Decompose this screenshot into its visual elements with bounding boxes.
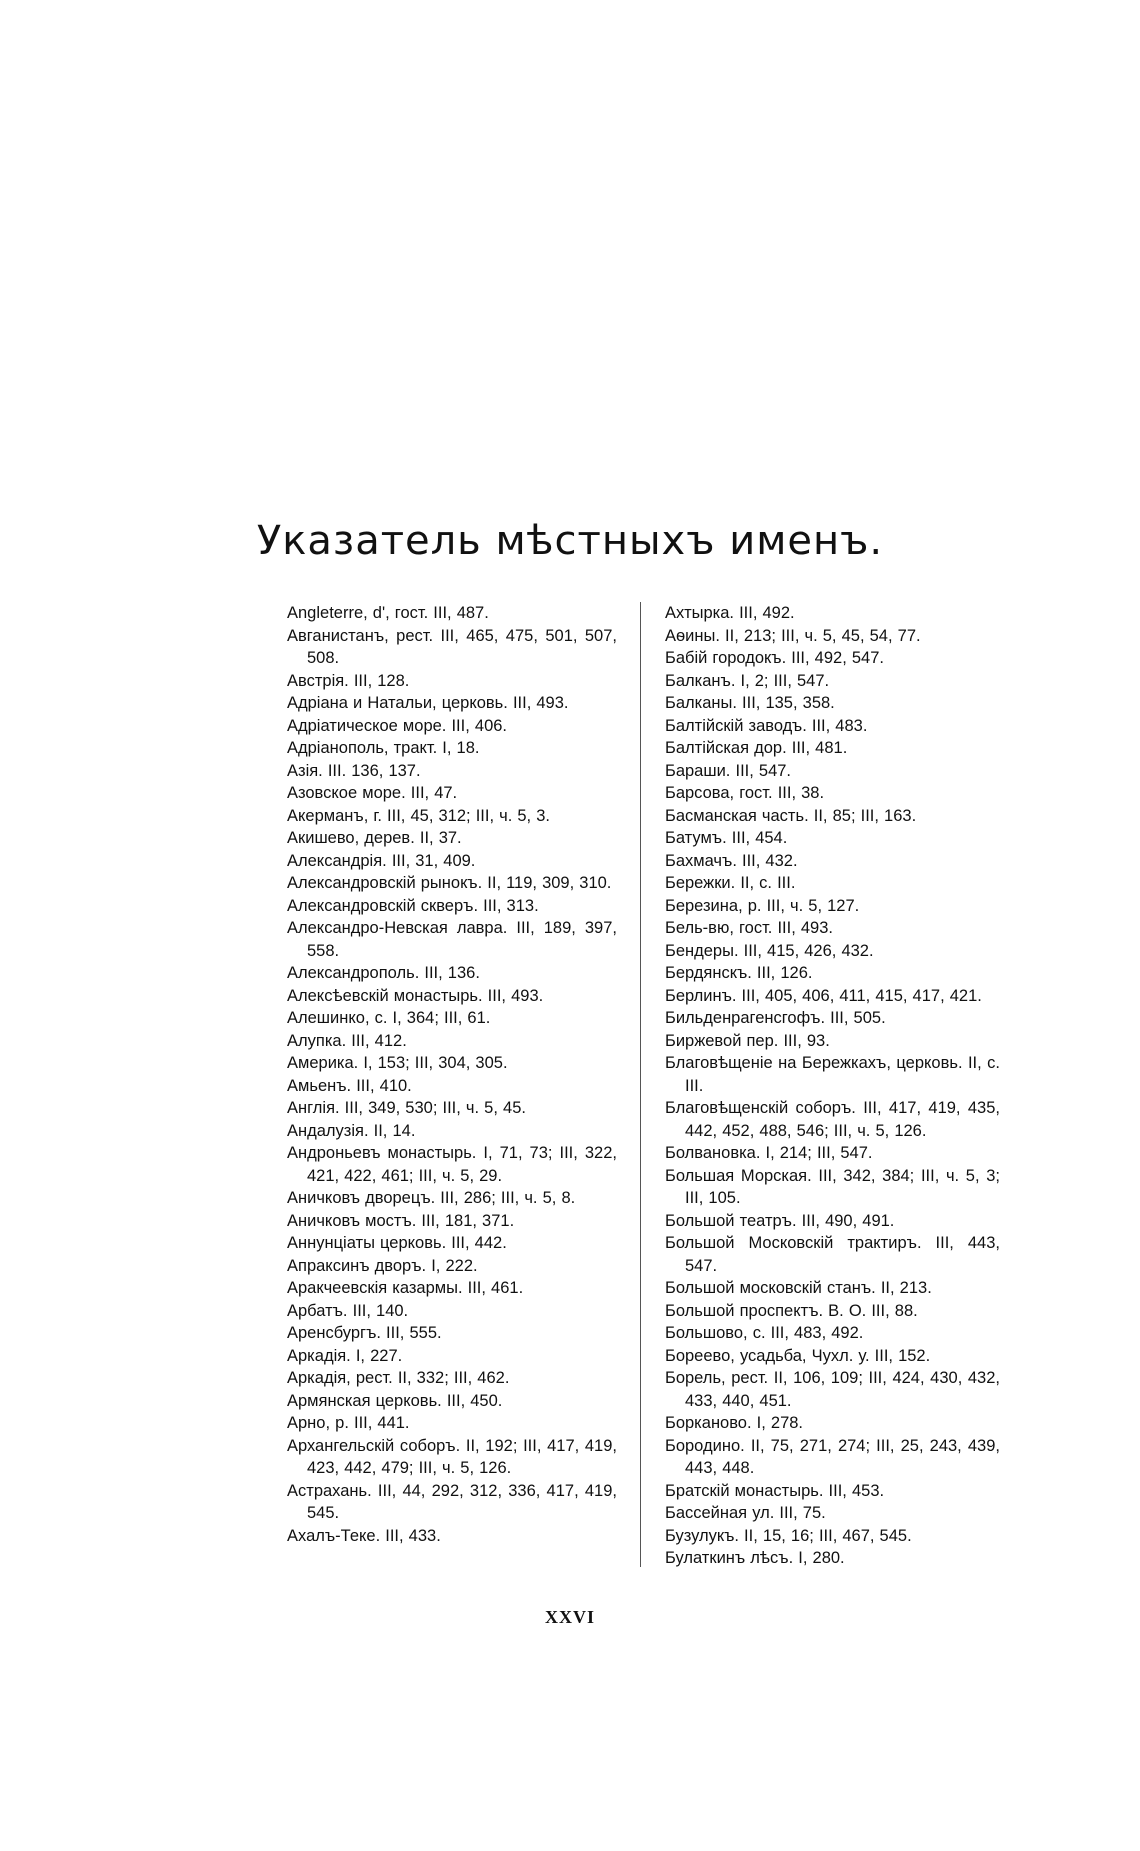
index-entry: Адріанополь, тракт. I, 18.: [287, 739, 480, 757]
index-entry: Александрополь. III, 136.: [287, 964, 480, 982]
index-entry: Александровскій скверъ. III, 313.: [287, 896, 539, 915]
index-column-right: [665, 602, 1000, 1570]
index-entry: Бассейная ул. III, 75.: [665, 1504, 826, 1522]
index-entry: Бабій городокъ. III, 492, 547.: [665, 649, 884, 667]
index-entry: Ахтырка. III, 492.: [665, 604, 795, 622]
index-entry: Батумъ. III, 454.: [665, 829, 788, 847]
index-entry: Басманская часть. II, 85; III, 163.: [665, 806, 917, 825]
index-entry: Бородино. II, 75, 271, 274; III, 25, 243, 439, 443, 448.: [665, 1436, 1000, 1477]
index-entry: Балтійскій заводъ. III, 483.: [665, 716, 868, 735]
index-entry: Аркадія, рест. II, 332; III, 462.: [287, 1369, 510, 1387]
index-entry: Бендеры. III, 415, 426, 432.: [665, 941, 874, 960]
index-entry: Архангельскій соборъ. II, 192; III, 417, 419, 423, 442, 479; III, ч. 5, 126.: [287, 1436, 617, 1477]
index-entry: Арбатъ. III, 140.: [287, 1301, 409, 1320]
index-entry: Авганистанъ, рест. III, 465, 475, 501, 507, 508.: [287, 626, 617, 667]
index-entry: Аничковъ дворецъ. III, 286; III, ч. 5, 8.: [287, 1189, 576, 1207]
index-entry: Алупка. III, 412.: [287, 1031, 407, 1050]
index-entry: Борель, рест. II, 106, 109; III, 424, 430, 432, 433, 440, 451.: [665, 1369, 1000, 1410]
index-entry: Акишево, дерев. II, 37.: [287, 829, 462, 847]
index-entry: Алексѣевскій монастырь. III, 493.: [287, 986, 544, 1005]
index-entry: Аѳины. II, 213; III, ч. 5, 45, 54, 77.: [665, 626, 921, 645]
index-entry: Амьенъ. III, 410.: [287, 1076, 412, 1095]
index-entry: Бахмачъ. III, 432.: [665, 851, 798, 870]
index-entry: Адріана и Натальи, церковь. III, 493.: [287, 694, 569, 712]
index-entry: Бореево, усадьба, Чухл. у. III, 152.: [665, 1346, 931, 1365]
index-entry: Аркадія. I, 227.: [287, 1346, 403, 1365]
index-entry: Большой Московскій трактиръ. III, 443, 547.: [665, 1234, 1000, 1275]
index-entry: Аренсбургъ. III, 555.: [287, 1324, 442, 1342]
column-divider: [640, 602, 641, 1567]
index-entry: Большой московскій станъ. II, 213.: [665, 1279, 932, 1297]
index-entry: Биржевой пер. III, 93.: [665, 1031, 830, 1050]
index-entry: Благовѣщеніе на Бережкахъ, церковь. II, с. III.: [665, 1054, 1000, 1095]
index-entry: Азовское море. III, 47.: [287, 784, 458, 802]
index-entry: Астрахань. III, 44, 292, 312, 336, 417, 419, 545.: [287, 1481, 617, 1522]
index-entry: Аннунціаты церковь. III, 442.: [287, 1234, 507, 1252]
index-entry: Ахалъ-Теке. III, 433.: [287, 1526, 441, 1545]
index-entry: Большово, с. III, 483, 492.: [665, 1324, 864, 1342]
index-column-left: [287, 602, 617, 1547]
index-entry: Алешинко, с. I, 364; III, 61.: [287, 1009, 491, 1027]
index-entry: Балтійская дор. III, 481.: [665, 739, 848, 757]
index-entry: Бель-вю, гост. III, 493.: [665, 919, 833, 937]
index-entry: Армянская церковь. III, 450.: [287, 1391, 503, 1410]
index-entry: Александрія. III, 31, 409.: [287, 851, 476, 870]
index-entry: Арно, р. III, 441.: [287, 1414, 410, 1432]
index-entry: Англія. III, 349, 530; III, ч. 5, 45.: [287, 1099, 526, 1117]
index-entry: Бараши. III, 547.: [665, 761, 792, 780]
index-entry: Бердянскъ. III, 126.: [665, 964, 813, 982]
index-entry: Булаткинъ лѣсъ. I, 280.: [665, 1549, 845, 1567]
index-entry: Андалузія. II, 14.: [287, 1121, 416, 1140]
index-entry: Андроньевъ монастырь. I, 71, 73; III, 322, 421, 422, 461; III, ч. 5, 29.: [287, 1144, 617, 1185]
index-entry: Александро-Невская лавра. III, 189, 397, 558.: [287, 919, 617, 960]
index-entry: Америка. I, 153; III, 304, 305.: [287, 1054, 508, 1072]
index-entry: Балканы. III, 135, 358.: [665, 694, 835, 712]
index-entry: Большой проспектъ. В. О. III, 88.: [665, 1301, 918, 1320]
index-entry: Адріатическое море. III, 406.: [287, 716, 508, 735]
page-number: XXVI: [544, 1607, 595, 1627]
index-entry: Азія. III. 136, 137.: [287, 761, 421, 780]
index-entry: Акерманъ, г. III, 45, 312; III, ч. 5, 3.: [287, 806, 550, 825]
index-entry: Болвановка. I, 214; III, 547.: [665, 1144, 873, 1162]
index-entry: Австрія. III, 128.: [287, 671, 410, 690]
page-title: Указатель мѣстныхъ именъ.: [256, 518, 884, 564]
index-entry: Аракчеевскія казармы. III, 461.: [287, 1279, 524, 1297]
index-entry: Большой театръ. III, 490, 491.: [665, 1211, 895, 1230]
index-entry: Бережки. II, с. III.: [665, 874, 796, 892]
index-entry: Братскій монастырь. III, 453.: [665, 1481, 885, 1500]
index-entry: Большая Морская. III, 342, 384; III, ч. 5, 3; III, 105.: [665, 1166, 1000, 1207]
index-entry: Березина, р. III, ч. 5, 127.: [665, 896, 860, 915]
index-entry: Борканово. I, 278.: [665, 1414, 804, 1432]
index-entry: Благовѣщенскій соборъ. III, 417, 419, 435, 442, 452, 488, 546; III, ч. 5, 126.: [665, 1099, 1000, 1140]
index-entry: Бузулукъ. II, 15, 16; III, 467, 545.: [665, 1526, 912, 1545]
index-entry: Александровскій рынокъ. II, 119, 309, 310.: [287, 874, 612, 892]
index-entry: Берлинъ. III, 405, 406, 411, 415, 417, 421.: [665, 986, 982, 1005]
index-entry: Бильденрагенсгофъ. III, 505.: [665, 1009, 886, 1027]
index-entry: Аничковъ мостъ. III, 181, 371.: [287, 1211, 515, 1230]
index-entry: Барсова, гост. III, 38.: [665, 784, 825, 802]
index-entry: Апраксинъ дворъ. I, 222.: [287, 1256, 478, 1275]
index-entry: Angleterre, d', гост. III, 487.: [287, 604, 489, 622]
index-entry: Балканъ. I, 2; III, 547.: [665, 671, 830, 690]
